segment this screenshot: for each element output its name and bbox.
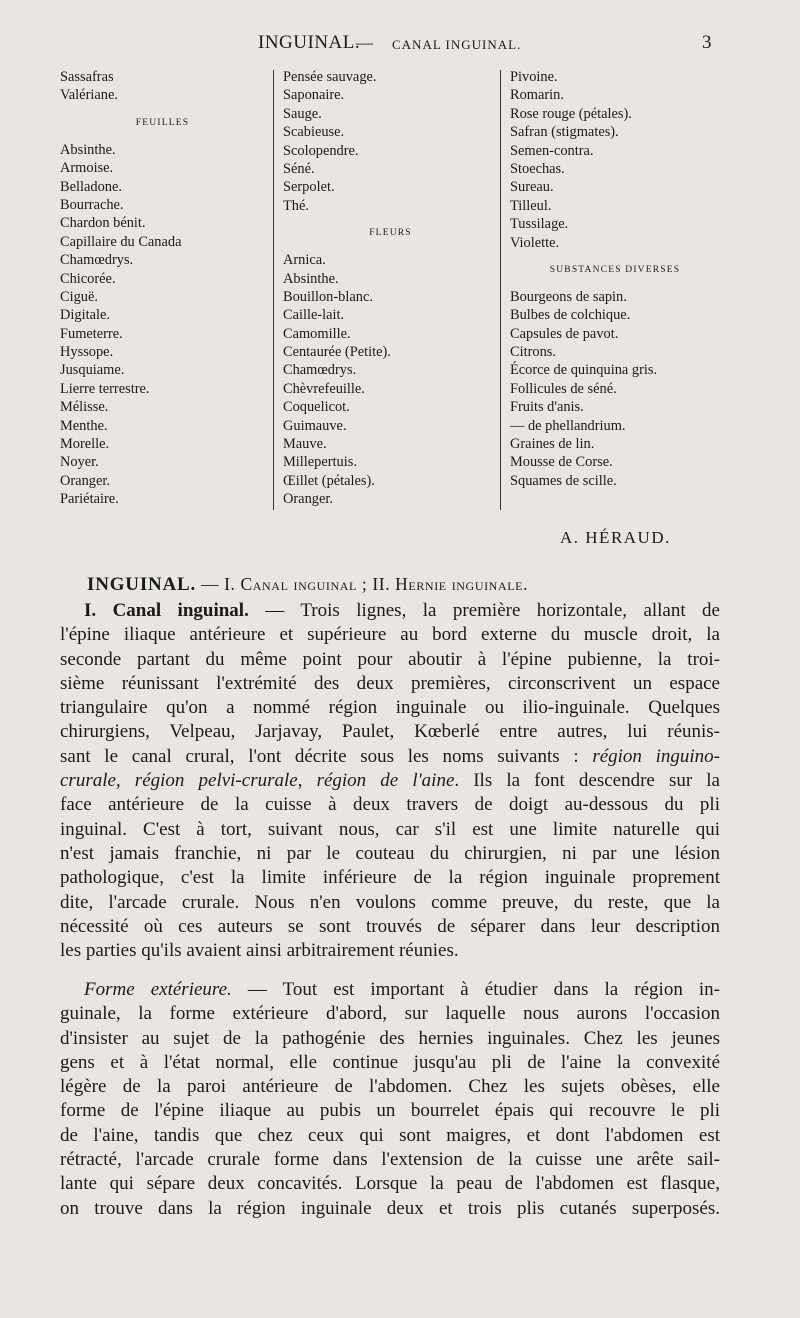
list-item: Romarin.: [510, 87, 564, 104]
list-item: Oranger.: [283, 491, 333, 508]
list-item: Noyer.: [60, 454, 99, 471]
list-item: Scabieuse.: [283, 124, 345, 141]
text-line: lante qui sépare deux concavités. Lorsque la peau de l'abdomen est flasque,: [60, 1173, 720, 1195]
list-item: Serpolet.: [283, 179, 335, 196]
list-item: Citrons.: [510, 344, 556, 361]
text-fragment: . Ils la font descendre sur la: [454, 770, 720, 792]
paragraph-lead: I. Canal inguinal.: [84, 600, 249, 621]
text-line: [60, 978, 720, 1002]
list-item: Digitale.: [60, 307, 110, 324]
column-divider: [273, 70, 274, 510]
article-heading-main: INGUINAL.: [87, 574, 197, 595]
list-item: Jusquiame.: [60, 362, 125, 379]
list-item: Œillet (pétales).: [283, 472, 375, 489]
list-item: Sureau.: [510, 179, 554, 196]
list-item: Ciguë.: [60, 288, 98, 305]
list-item: Morelle.: [60, 436, 110, 453]
text-line: triangulaire qu'on a nommé région inguinale ou ilio-inguinale. Quelques: [60, 697, 720, 719]
text-line: [60, 599, 720, 623]
article-heading: [87, 574, 528, 596]
section-label-fleurs: FLEURS: [369, 228, 412, 239]
list-item: Capillaire du Canada: [60, 233, 182, 250]
text-line: légère de la paroi antérieure de l'abdomen. Chez les sujets obèses, elle: [60, 1076, 720, 1098]
running-header-title: INGUINAL.: [258, 32, 361, 53]
list-item: Follicules de séné.: [510, 380, 617, 397]
list-item: Squames de scille.: [510, 472, 617, 489]
list-item: Millepertuis.: [283, 454, 357, 471]
list-item: Absinthe.: [283, 270, 339, 287]
list-item: Chardon bénit.: [60, 215, 146, 232]
list-item: Menthe.: [60, 417, 108, 434]
text-fragment: — Tout est important à étudier dans la région in-: [231, 979, 720, 1000]
list-item: Bourrache.: [60, 196, 124, 213]
list-item: Thé.: [283, 197, 309, 214]
list-item: Scolopendre.: [283, 142, 359, 159]
list-item: Chicorée.: [60, 270, 116, 287]
list-item: Capsules de pavot.: [510, 325, 619, 342]
text-line: gens et à l'état normal, elle continue jusqu'au pli de l'aine la convexité: [60, 1051, 720, 1073]
list-item: Tussilage.: [510, 216, 569, 233]
text-line: n'est jamais franchie, ni par le couteau du chirurgien, ni par une lésion: [60, 842, 720, 864]
list-item: Absinthe.: [60, 141, 116, 158]
list-item: Pariétaire.: [60, 491, 119, 508]
author-signature: A. HÉRAUD.: [560, 528, 671, 547]
list-column-3: [510, 68, 720, 490]
list-item: Bourgeons de sapin.: [510, 288, 627, 305]
text-line: chirurgiens, Velpeau, Jarjavay, Paulet, Kœberlé entre autres, lui réunis-: [60, 721, 720, 743]
list-item: Camomille.: [283, 325, 351, 342]
text-line: nécessité où ces auteurs se sont trouvés de séparer dans leur description: [60, 915, 720, 937]
text-line: d'insister au sujet de la pathogénie des hernies inguinales. Chez les jeunes: [60, 1027, 720, 1049]
list-item: Pensée sauvage.: [283, 69, 377, 85]
list-item: Écorce de quinquina gris.: [510, 362, 658, 379]
section-label-feuilles: FEUILLES: [135, 117, 190, 128]
list-item: Hyssope.: [60, 344, 114, 361]
italic-term: crurale,: [60, 770, 135, 792]
article-heading-rest: — I. Canal inguinal ; II. Hernie inguinale.: [196, 574, 529, 594]
text-line: de l'aine, tandis que chez ceux qui sont maigres, et dont l'abdomen est: [60, 1124, 720, 1146]
list-item: Bulbes de colchique.: [510, 307, 631, 324]
list-item: Oranger.: [60, 472, 110, 489]
text-line: les parties qu'ils avaient ainsi arbitrairement réunies.: [60, 940, 459, 962]
list-item: Valériane.: [60, 87, 118, 104]
list-item: Coquelicot.: [283, 399, 350, 416]
text-line: sième réunissant l'extrémité des deux premières, circonscrivent un espace: [60, 672, 720, 694]
text-line: dite, l'arcade crurale. Nous n'en voulons comme preuve, du reste, que la: [60, 891, 720, 913]
page-number: 3: [702, 32, 712, 53]
list-item: Arnica.: [283, 252, 326, 269]
list-item: Centaurée (Petite).: [283, 344, 391, 361]
list-item: Semen-contra.: [510, 142, 594, 159]
list-item: Mélisse.: [60, 399, 109, 416]
list-item: Lierre terrestre.: [60, 380, 150, 397]
text-line: forme de l'épine iliaque au pubis un bourrelet épais qui recouvre le pli: [60, 1100, 720, 1122]
list-item: Armoise.: [60, 160, 114, 177]
text-line: on trouve dans la région inguinale deux et trois plis cutanés superposés.: [60, 1197, 720, 1219]
list-item: Sassafras: [60, 69, 114, 85]
text-line: face antérieure de la cuisse à deux travers de doigt au-dessous du pli: [60, 794, 720, 816]
list-item: Chamœdrys.: [283, 362, 357, 379]
list-item: Saponaire.: [283, 87, 345, 104]
running-header-dash: —: [356, 33, 373, 52]
text-line: inguinal. C'est à tort, suivant nous, car s'il est une limite naturelle qui: [60, 818, 720, 840]
list-item: Guimauve.: [283, 417, 347, 434]
list-item: Stoechas.: [510, 160, 565, 177]
list-item: Sauge.: [283, 105, 322, 122]
list-item: Caille-lait.: [283, 307, 345, 324]
paragraph-2: [60, 978, 720, 1221]
text-fragment: ,: [297, 770, 317, 792]
section-label-substances-diverses: SUBSTANCES DIVERSES: [549, 264, 681, 275]
text-line: rétracté, l'arcade crurale forme dans l'extension de la cuisse une arête sail-: [60, 1149, 720, 1171]
list-item: Belladone.: [60, 178, 122, 195]
list-item: Chèvrefeuille.: [283, 380, 365, 397]
list-item: Mauve.: [283, 436, 327, 453]
list-item: Graines de lin.: [510, 436, 595, 453]
text-line: [60, 769, 720, 793]
running-header-subtitle: CANAL INGUINAL.: [392, 37, 522, 52]
text-line: [60, 745, 720, 769]
column-divider: [500, 70, 501, 510]
list-item: Tilleul.: [510, 197, 552, 214]
list-item: Chamœdrys.: [60, 252, 134, 269]
text-fragment: sant le canal crural, l'ont décrite sous les noms suivants :: [60, 745, 593, 767]
text-line: guinale, la forme extérieure d'abord, sur laquelle nous aurons l'occasion: [60, 1003, 720, 1025]
list-item: Mousse de Corse.: [510, 454, 613, 471]
text-fragment: — Trois lignes, la première horizontale, allant de: [248, 600, 720, 621]
list-item: Violette.: [510, 234, 560, 251]
italic-term: région de l'aine: [316, 770, 455, 792]
text-line: l'épine iliaque antérieure et supérieure au bord externe du muscle droit, la: [60, 624, 720, 646]
list-column-2: [283, 68, 498, 509]
list-item: Bouillon-blanc.: [283, 288, 373, 305]
text-line: seconde partant du même point pour aboutir à l'épine pubienne, la troi-: [60, 648, 720, 670]
italic-term: région pelvi-crurale: [134, 770, 298, 792]
list-item: — de phellandrium.: [510, 417, 626, 434]
text-line: pathologique, c'est la limite inférieure de la région inguinale proprement: [60, 867, 720, 889]
list-item: Pivoine.: [510, 69, 558, 85]
paragraph-1: [60, 599, 720, 963]
italic-term: région inguino-: [592, 745, 720, 767]
list-item: Fumeterre.: [60, 325, 123, 342]
list-item: Rose rouge (pétales).: [510, 105, 632, 122]
list-item: Séné.: [283, 160, 315, 177]
list-item: Safran (stigmates).: [510, 124, 619, 141]
list-item: Fruits d'anis.: [510, 399, 584, 416]
list-column-1: [60, 68, 265, 509]
paragraph-lead: Forme extérieure.: [84, 979, 232, 1000]
